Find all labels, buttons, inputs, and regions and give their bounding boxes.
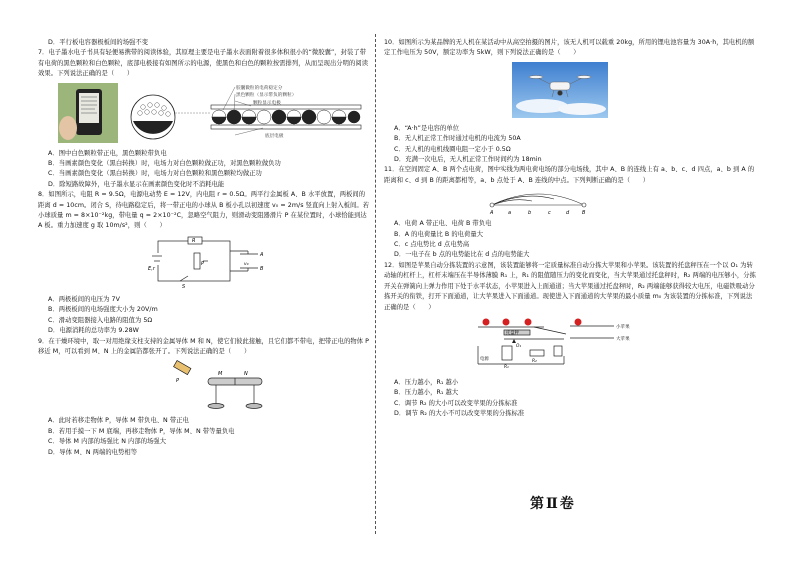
q9-label-n: N <box>244 371 248 378</box>
column-divider <box>375 34 377 534</box>
q12-label-big: 大苹果 <box>616 336 630 342</box>
q8-label-v0: v₀ <box>244 261 249 267</box>
section-title: 第Ⅱ卷 <box>530 496 576 512</box>
q12-label-tray: 托盘秤 <box>506 330 520 336</box>
q7-option-b: B．当画素颜色变化（黑白转换）时，电场力对白色颗粒做正功，对黑色颗粒做负功 <box>48 160 281 168</box>
q12-label-r1: R₁ <box>504 364 509 370</box>
q9-option-c: C．导体 M 内部的场强比 N 内部的场强大 <box>48 438 167 446</box>
q11-option-b: B．A 的电荷量比 B 的电荷量大 <box>394 230 484 238</box>
q8-option-a: A．两极板间的电压为 7V <box>48 295 120 303</box>
left-column <box>38 38 370 458</box>
q7-option-c: C．当画素颜色变化（黑白转换）时，电场力对白色颗粒和黑色颗粒均做正功 <box>48 170 262 178</box>
q11-stem: 11．在空间固定 A、B 两个点电荷，图中实线为两电荷电场的部分电场线，其中 A、B 的连线上有 a、b、c、d 四点，a、b 到 A 的距离和 c、d 到 B 的距离都相等，a、b 点处于 A、B 连线的中点。下列判断正确的是（ ） <box>384 166 755 184</box>
q8-label-r: R <box>192 237 196 244</box>
q8-option-d: D．电源消耗的总功率为 9.28W <box>48 327 139 335</box>
q12-label-small: 小苹果 <box>616 324 630 330</box>
q7-figure <box>38 83 370 145</box>
q10-figure <box>384 62 756 120</box>
q12-label-power: 电源 <box>480 356 489 362</box>
q7-label-2: 黑色颗粒（显示带负的颗粒） <box>236 92 297 98</box>
q8-label-b: B <box>260 265 264 272</box>
q8-option-c: C．滑动变阻器接入电路的阻值为 5Ω <box>48 316 153 324</box>
q11-label-A: A <box>490 210 494 217</box>
right-column <box>384 38 756 420</box>
q11-label-c: c <box>548 210 551 217</box>
q12-stem: 12．如图是苹果自动分拣装置的示意图，该装置能够将一定质量标准自动分拣大苹果和小苹果。该装置的托盘秤压在一个以 O₁ 为转动轴的杠杆上，杠杆末端压在半导体薄膜 R₁ 上，R₁ 的阻值随压力的变化而变化，当大苹果通过托盘秤时，R₂ 两端的电压够小，分拣开关在弹簧向上弹力作用下处于水平状态，小苹果进入上面通道；当大苹果通过托盘秤时，R₂ 两端能够获得较大电压，电磁铁吸动分拣开关的衔铁，打开下面通道，让大苹果进入下面通道。现使进入下面通道的大苹果的最小质量 m₀ 为该装置的分拣标准，下列说法正确的是（ ） <box>384 261 756 311</box>
q12-option-b: B．压力越小，R₁ 越大 <box>394 389 459 397</box>
ereader-photo <box>58 83 118 143</box>
q9-option-d: D．导体 M、N 两端的电势相等 <box>48 448 138 456</box>
q9-figure <box>38 360 370 412</box>
q10-option-a: A．“A·h”是电容的单位 <box>394 124 460 132</box>
q10-option-d: D．充满一次电后，无人机正常工作时间约为 18min <box>394 156 542 164</box>
q8-figure <box>38 235 370 291</box>
q9-conductor-diagram <box>168 360 278 412</box>
q8-label-er: E,r <box>148 265 155 272</box>
q9-stem: 9．在干燥环境中，取一对用绝缘支柱支持的金属导体 M 和 N，使它们彼此接触，且它们都不带电，把带正电的物体 P 移近 M，可以看到 M、N 上的金属箔都张开了。下列说法正确的是（ ） <box>38 337 370 355</box>
q11-figure <box>384 189 756 215</box>
q9-option-b: B．若用手摸一下 M 底端，再移走物体 P，导体 M、N 带等量负电 <box>48 427 235 435</box>
q11-option-d: D．一电子在 b 点的电势能比在 d 点的电势能大 <box>394 251 530 259</box>
q11-option-c: C．c 点电势比 d 点电势高 <box>394 241 470 249</box>
q11-label-a: a <box>508 210 512 217</box>
q9-option-a: A．此时若移走物体 P，导体 M 带负电、N 带正电 <box>48 417 189 425</box>
q12-option-a: A．压力越小，R₁ 越小 <box>394 378 459 386</box>
q7-label-1: 胶囊微粒的电荷稳定分 <box>236 85 283 91</box>
q11-label-b: b <box>528 210 532 217</box>
q9-label-p: P <box>176 378 180 385</box>
drone-photo <box>512 62 608 118</box>
q7-stem: 7．电子墨水电子书具有轻便易携带的阅读体验，其原理主要是电子墨水表面附着很多体积很小的“微胶囊”，封装了带有电荷的黑色颗粒和白色颗粒，底部电极接有如图所示的电源，使黑色和白色的颗粒按需排列，从而呈现出分明的阅读效果。下列说法正确的是（ ） <box>38 49 369 78</box>
q12-label-o1: O₁ <box>516 343 522 349</box>
q12-figure <box>384 316 756 374</box>
q8-label-a: A <box>260 251 264 258</box>
q7-option-a: A．图中白色颗粒带正电，黑色颗粒带负电 <box>48 149 167 157</box>
q12-apple-sorter-diagram <box>474 316 630 372</box>
q10-option-c: C．无人机的电机线圈电阻一定小于 0.5Ω <box>394 145 511 153</box>
microcapsule-diagram <box>123 83 373 143</box>
q8-circuit-diagram <box>148 235 268 289</box>
q7-label-3: 颗粒显示电极 <box>253 100 281 106</box>
q11-label-B: B <box>582 210 586 217</box>
q8-label-s: S <box>182 283 186 290</box>
q10-stem: 10．如图所示为某品牌的无人机在某活动中从高空拍摄的图片，该无人机可以载重 20kg，所用的锂电池容量为 30A·h，其电机的额定工作电压为 50V，额定功率为 5kW，则下列说法正确的是（ ） <box>384 39 755 57</box>
q8-option-b: B．两极板间的电场强度大小为 20V/m <box>48 306 158 314</box>
q11-field-line-diagram <box>484 189 594 215</box>
q12-option-d: D．调节 R₂ 的大小不可以改变苹果的分拣标准 <box>394 410 525 418</box>
q11-option-a: A．电荷 A 带正电、电荷 B 带负电 <box>394 220 492 228</box>
q8-stem: 8．如图所示，电阻 R = 9.5Ω，电源电动势 E = 12V，内电阻 r = 0.5Ω。两平行金属板 A、B 水平放置，两板间的距离 d = 10cm。闭合 S，待电路稳定后，将一带正电的小球从 B 板小孔以初速度 v₀ = 2m/s 竖直向上射入板间。若小球质量 m = 8×10⁻²kg，带电量 q = 2×10⁻²C，忽略空气阻力，则滑动变阻器滑片 P 在某位置时，小球恰能到达 A 板。重力加速度 g 取 10m/s²，则（ ） <box>38 191 370 230</box>
q9-label-m: M <box>218 371 223 378</box>
q10-option-b: B．无人机正常工作时通过电机的电流为 50A <box>394 135 521 143</box>
q7-label-4: 底层电极 <box>265 133 284 139</box>
q12-label-r2: R₂ <box>532 358 537 364</box>
q8-label-p: P <box>201 260 205 267</box>
q11-label-d: d <box>566 210 570 217</box>
q6-option-d: D．平行板电容器极板间的场强不变 <box>48 39 149 46</box>
q12-option-c: C．调节 R₂ 的大小可以改变苹果的分拣标准 <box>394 399 518 407</box>
q7-option-d: D．除短路故障外，电子墨水显示在画素颜色变化时不消耗电能 <box>48 180 225 188</box>
